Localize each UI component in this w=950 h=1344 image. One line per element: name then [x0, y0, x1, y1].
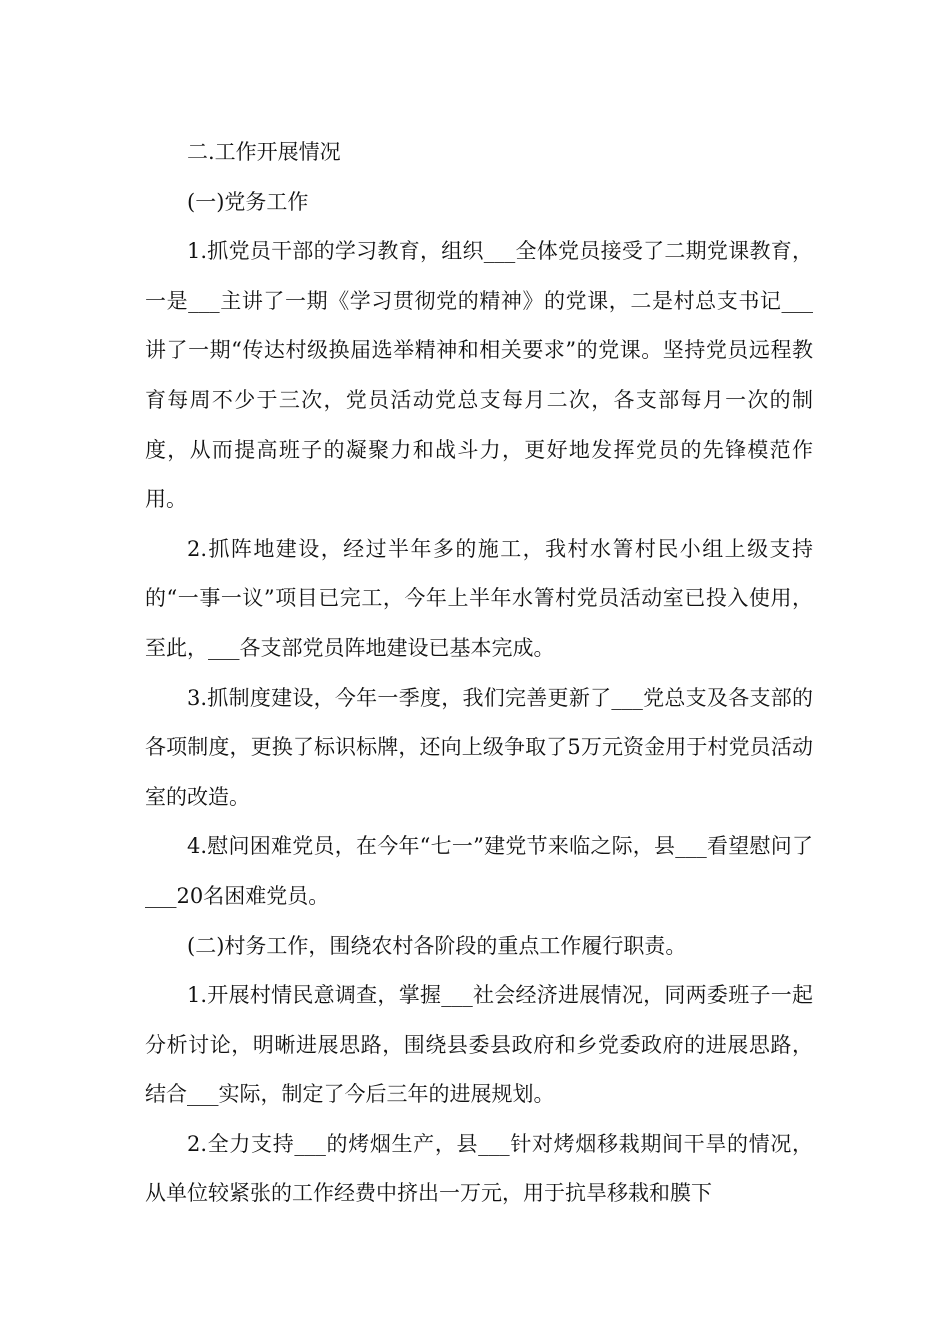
subsection-title-party-affairs: (一)党务工作	[187, 189, 309, 214]
paragraph-tobacco-support: 2.全力支持___的烤烟生产，县___针对烤烟移栽期间干旱的情况，从单位较紧张的工作经费中挤出一万元，用于抗旱移栽和膜下	[145, 1131, 813, 1206]
paragraph-system-construction: 3.抓制度建设，今年一季度，我们完善更新了___党总支及各支部的各项制度，更换了标识标牌，还向上级争取了5万元资金用于村党员活动室的改造。	[145, 685, 813, 809]
section-title: 二.工作开展情况	[187, 140, 341, 164]
paragraph-village-survey: 1.开展村情民意调查，掌握___社会经济进展情况，同两委班子一起分析讨论，明晰进展思路，围绕县委县政府和乡党委政府的进展思路，结合___实际，制定了今后三年的进展规划。	[145, 983, 813, 1107]
subsection-title-village-affairs: (二)村务工作，围绕农村各阶段的重点工作履行职责。	[187, 933, 687, 958]
paragraph-visit-members: 4.慰问困难党员，在今年“七一”建党节来临之际，县___看望慰问了___20名困难党员。	[145, 834, 813, 908]
paragraph-base-construction: 2.抓阵地建设，经过半年多的施工，我村水箐村民小组上级支持的“一事一议”项目已完工，今年上半年水箐村党员活动室已投入使用，至此，___各支部党员阵地建设已基本完成。	[145, 536, 813, 660]
document-body	[145, 128, 813, 1219]
paragraph-study-education: 1.抓党员干部的学习教育，组织___全体党员接受了二期党课教育，一是___主讲了一期《学习贯彻党的精神》的党课，二是村总支书记___讲了一期“传达村级换届选举精神和相关要求”的党课。坚持党员远程教育每周不少于三次，党员活动党总支每月二次，各支部每月一次的制度，从而提高班子的凝聚力和战斗力，更好地发挥党员的先锋模范作用。	[145, 239, 813, 512]
